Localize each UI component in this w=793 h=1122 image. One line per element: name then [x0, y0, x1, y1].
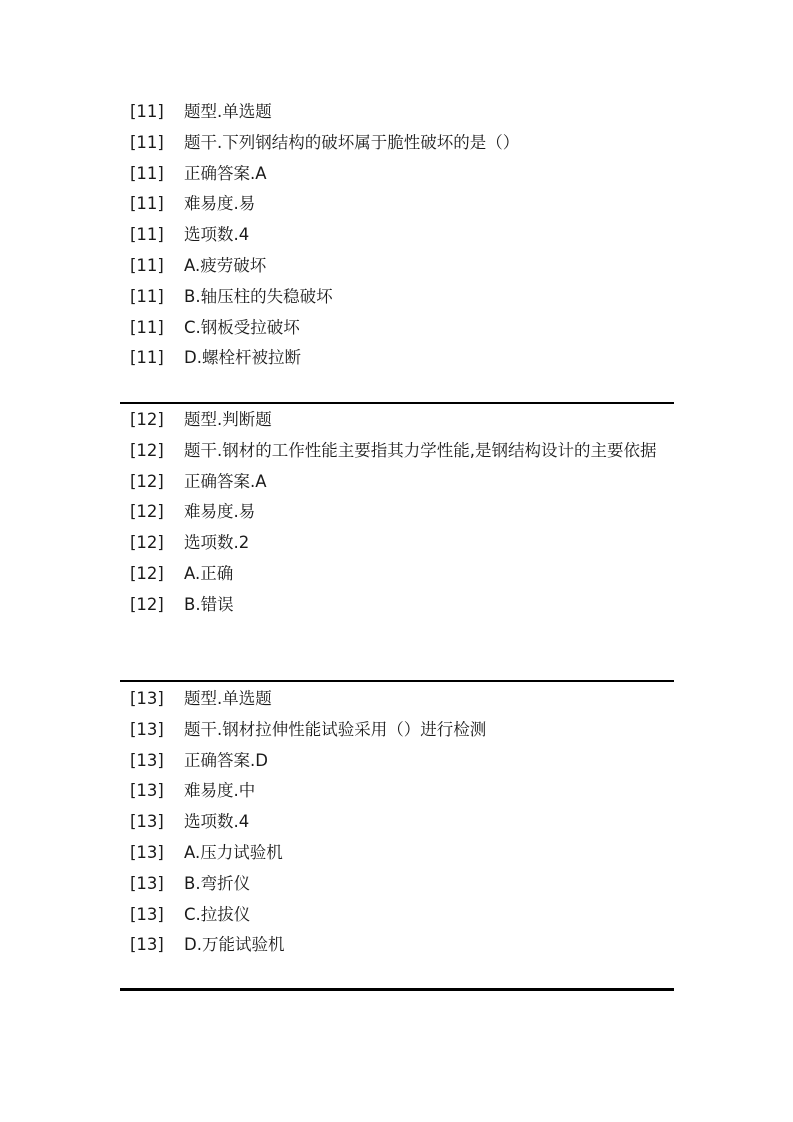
question-tag: [13] — [130, 873, 164, 893]
question-tag: [13] — [130, 812, 164, 832]
question-type: 题型.单选题 — [184, 102, 272, 121]
question-stem: 题干.钢材拉伸性能试验采用（）进行检测 — [184, 719, 487, 739]
correct-answer: 正确答案.D — [184, 750, 268, 770]
option-count: 选项数.4 — [184, 812, 250, 832]
question-type: 题型.单选题 — [184, 689, 272, 708]
question-line — [120, 189, 674, 220]
question-line — [120, 807, 674, 838]
question-stem: 题干.钢材的工作性能主要指其力学性能,是钢结构设计的主要依据 — [184, 440, 657, 460]
option-a: A.正确 — [184, 563, 234, 583]
question-tag: [12] — [130, 563, 164, 583]
question-line — [120, 251, 674, 282]
divider — [120, 988, 674, 991]
question-line — [120, 97, 674, 128]
question-tag: [13] — [130, 689, 164, 708]
question-tag: [11] — [130, 286, 164, 306]
question-tag: [12] — [130, 594, 164, 614]
question-block-13 — [120, 684, 674, 961]
option-a: A.压力试验机 — [184, 842, 283, 862]
question-tag: [13] — [130, 750, 164, 770]
question-tag: [12] — [130, 410, 164, 429]
question-tag: [12] — [130, 502, 164, 522]
question-line — [120, 838, 674, 869]
question-line — [120, 746, 674, 777]
option-d: D.螺栓杆被拉断 — [184, 348, 301, 368]
difficulty: 难易度.易 — [184, 194, 256, 214]
option-d: D.万能试验机 — [184, 935, 285, 955]
question-tag: [12] — [130, 440, 164, 460]
option-a: A.疲劳破坏 — [184, 255, 267, 275]
option-count: 选项数.4 — [184, 225, 250, 245]
option-count: 选项数.2 — [184, 533, 250, 553]
option-c: C.拉拔仪 — [184, 904, 251, 924]
correct-answer: 正确答案.A — [184, 163, 267, 183]
question-line — [120, 436, 674, 467]
question-line — [120, 590, 674, 621]
question-tag: [11] — [130, 132, 164, 152]
question-tag: [11] — [130, 102, 164, 121]
difficulty: 难易度.易 — [184, 502, 256, 522]
question-tag: [13] — [130, 719, 164, 739]
option-c: C.钢板受拉破坏 — [184, 317, 300, 337]
question-line — [120, 405, 674, 436]
question-line — [120, 900, 674, 931]
question-line — [120, 869, 674, 900]
question-line — [120, 559, 674, 590]
question-tag: [12] — [130, 533, 164, 553]
question-tag: [13] — [130, 842, 164, 862]
question-tag: [11] — [130, 163, 164, 183]
question-line — [120, 159, 674, 190]
question-tag: [11] — [130, 317, 164, 337]
question-tag: [13] — [130, 904, 164, 924]
question-line — [120, 220, 674, 251]
difficulty: 难易度.中 — [184, 781, 256, 801]
question-tag: [11] — [130, 255, 164, 275]
question-tag: [11] — [130, 225, 164, 245]
question-line — [120, 715, 674, 746]
question-tag: [12] — [130, 471, 164, 491]
question-tag: [13] — [130, 781, 164, 801]
question-line — [120, 497, 674, 528]
question-line — [120, 343, 674, 374]
question-type: 题型.判断题 — [184, 410, 272, 429]
option-b: B.弯折仪 — [184, 873, 251, 893]
question-line — [120, 282, 674, 313]
question-tag: [11] — [130, 348, 164, 368]
question-tag: [11] — [130, 194, 164, 214]
question-line — [120, 467, 674, 498]
question-tag: [13] — [130, 935, 164, 955]
question-line — [120, 313, 674, 344]
question-stem: 题干.下列钢结构的破坏属于脆性破坏的是（） — [184, 132, 520, 152]
question-line — [120, 528, 674, 559]
correct-answer: 正确答案.A — [184, 471, 267, 491]
divider — [120, 402, 674, 404]
question-block-12 — [120, 405, 674, 621]
question-line — [120, 684, 674, 715]
question-line — [120, 930, 674, 961]
question-line — [120, 776, 674, 807]
question-line — [120, 128, 674, 159]
question-block-11 — [120, 97, 674, 374]
divider — [120, 680, 674, 682]
option-b: B.错误 — [184, 594, 234, 614]
option-b: B.轴压柱的失稳破坏 — [184, 286, 333, 306]
